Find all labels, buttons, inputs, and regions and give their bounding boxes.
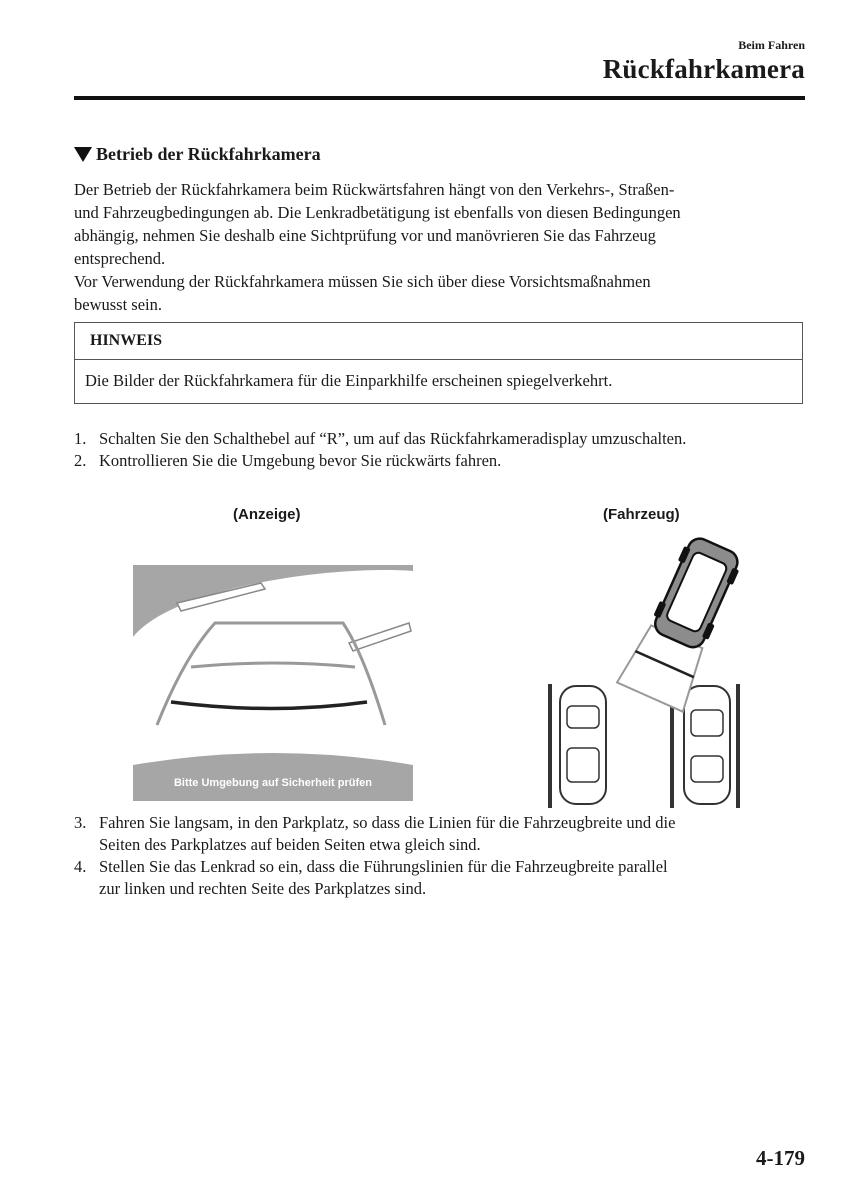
intro-line: Vor Verwendung der Rückfahrkamera müssen Sie sich über diese Vorsichtsmaßnahmen (74, 272, 651, 291)
steps-list-top (74, 428, 810, 472)
stall-line (736, 684, 740, 808)
step-number: 1. (74, 429, 87, 448)
page-title: Rückfahrkamera (602, 54, 805, 84)
page-number: 4-179 (756, 1146, 805, 1170)
intro-line: Der Betrieb der Rückfahrkamera beim Rückwärtsfahren hängt von den Verkehrs-, Straßen- (74, 180, 675, 199)
step-text-line: Fahren Sie langsam, in den Parkplatz, so dass die Linien für die Fahrzeugbreite und die (99, 813, 676, 832)
parked-car-left (560, 686, 606, 804)
camera-display-illustration (133, 565, 413, 801)
steps-list-bottom (74, 812, 810, 900)
intro-paragraph (74, 178, 810, 316)
step-text-line: Seiten des Parkplatzes auf beiden Seiten etwa gleich sind. (99, 835, 481, 854)
stall-line (548, 684, 552, 808)
list-item (74, 428, 810, 450)
section-heading-text: Betrieb der Rückfahrkamera (96, 144, 321, 164)
header-section-label: Beim Fahren (738, 38, 805, 52)
step-text-line: Stellen Sie das Lenkrad so ein, dass die Führungslinien für die Fahrzeugbreite parallel (99, 857, 668, 876)
intro-line: bewusst sein. (74, 295, 162, 314)
intro-line: abhängig, nehmen Sie deshalb eine Sichtprüfung vor und manövrieren Sie das Fahrzeug (74, 226, 656, 245)
list-item (74, 450, 810, 472)
step-text: Kontrollieren Sie die Umgebung bevor Sie rückwärts fahren. (99, 451, 502, 470)
note-label: HINWEIS (75, 323, 802, 360)
list-item (74, 812, 810, 856)
intro-line: entsprechend. (74, 249, 166, 268)
reversing-vehicle (617, 531, 750, 712)
parked-car-right (684, 686, 730, 804)
note-box (74, 322, 803, 404)
note-text: Die Bilder der Rückfahrkamera für die Einparkhilfe erscheinen spiegelverkehrt. (85, 371, 613, 390)
step-text: Schalten Sie den Schalthebel auf “R”, um auf das Rückfahrkameradisplay umzuschalten. (99, 429, 687, 448)
vehicle-caption: (Fahrzeug) (603, 506, 680, 523)
header-rule (74, 96, 805, 100)
step-number: 3. (74, 813, 87, 832)
step-text (99, 856, 668, 900)
list-item (74, 856, 810, 900)
section-heading (74, 144, 321, 165)
step-text (99, 812, 675, 856)
step-number: 4. (74, 857, 87, 876)
intro-line: und Fahrzeugbedingungen ab. Die Lenkradbetätigung ist ebenfalls von diesen Bedingungen (74, 203, 681, 222)
vehicle-parking-illustration (540, 530, 760, 810)
display-caption: (Anzeige) (233, 506, 301, 523)
step-number: 2. (74, 451, 87, 470)
display-warning-text: Bitte Umgebung auf Sicherheit prüfen (173, 777, 372, 789)
step-text-line: zur linken und rechten Seite des Parkplatzes sind. (99, 879, 427, 898)
triangle-down-icon (74, 147, 92, 162)
